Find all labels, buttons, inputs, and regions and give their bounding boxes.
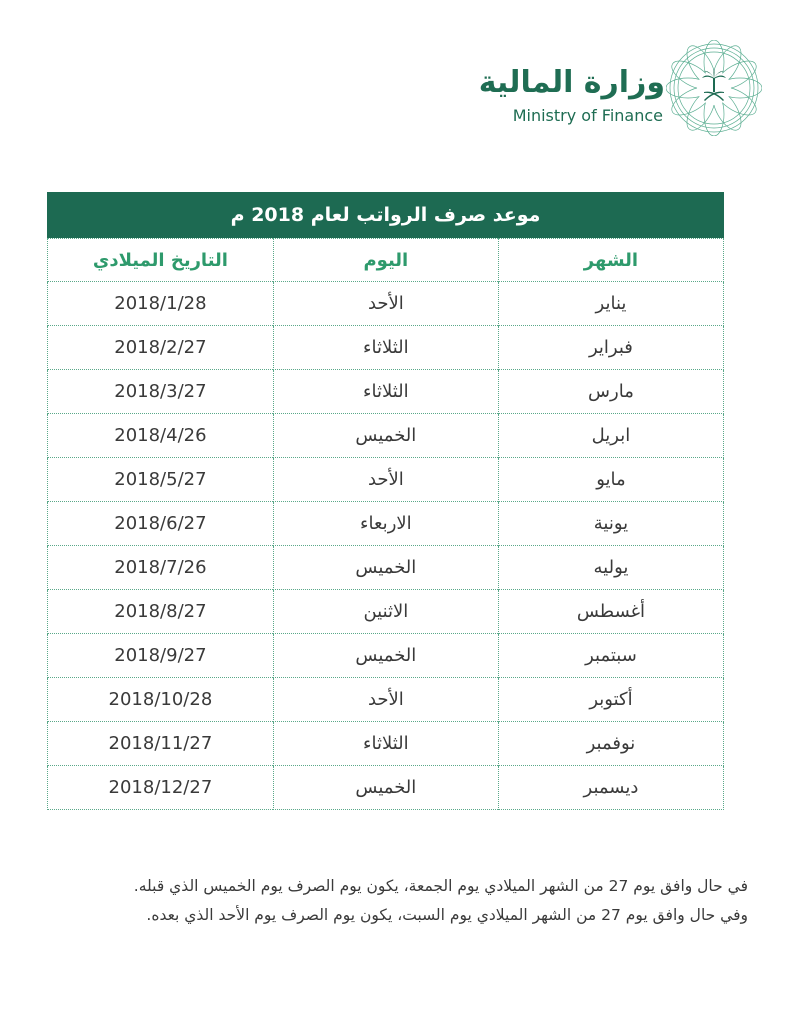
month-cell: ابريل xyxy=(498,414,723,458)
header-row xyxy=(48,239,724,282)
day-cell: الأحد xyxy=(273,282,498,326)
month-cell: أكتوبر xyxy=(498,678,723,722)
date-cell: 2018/8/27 xyxy=(48,590,274,634)
date-cell: 2018/6/27 xyxy=(48,502,274,546)
month-cell: فبراير xyxy=(498,326,723,370)
day-cell: الاربعاء xyxy=(273,502,498,546)
footnote-friday: في حال وافق يوم 27 من الشهر الميلادي يوم الجمعة، يكون يوم الصرف يوم الخميس الذي قبله. xyxy=(133,877,748,895)
day-cell: الثلاثاء xyxy=(273,722,498,766)
month-cell: ديسمبر xyxy=(498,766,723,810)
date-cell: 2018/4/26 xyxy=(48,414,274,458)
table-row xyxy=(48,370,724,414)
month-cell: يناير xyxy=(498,282,723,326)
month-cell: نوفمبر xyxy=(498,722,723,766)
footnotes xyxy=(28,872,748,930)
date-cell: 2018/11/27 xyxy=(48,722,274,766)
table-title: موعد صرف الرواتب لعام 2018 م xyxy=(47,192,724,238)
date-cell: 2018/3/27 xyxy=(48,370,274,414)
month-cell: أغسطس xyxy=(498,590,723,634)
day-cell: الخميس xyxy=(273,766,498,810)
palm-swords-emblem-icon xyxy=(666,40,762,136)
header-date: التاريخ الميلادي xyxy=(48,239,274,282)
month-cell: مايو xyxy=(498,458,723,502)
footnote-saturday: وفي حال وافق يوم 27 من الشهر الميلادي يوم السبت، يكون يوم الصرف يوم الأحد الذي بعده. xyxy=(146,906,748,924)
date-cell: 2018/10/28 xyxy=(48,678,274,722)
month-cell: سبتمبر xyxy=(498,634,723,678)
header-month: الشهر xyxy=(498,239,723,282)
table-row xyxy=(48,458,724,502)
table-row xyxy=(48,590,724,634)
day-cell: الثلاثاء xyxy=(273,326,498,370)
logo-english-name: Ministry of Finance xyxy=(512,106,663,125)
day-cell: الأحد xyxy=(273,458,498,502)
table-row xyxy=(48,766,724,810)
table-row xyxy=(48,326,724,370)
ministry-logo xyxy=(478,38,762,138)
month-cell: مارس xyxy=(498,370,723,414)
day-cell: الخميس xyxy=(273,634,498,678)
day-cell: الخميس xyxy=(273,414,498,458)
table-row xyxy=(48,722,724,766)
header-day: اليوم xyxy=(273,239,498,282)
table-row xyxy=(48,678,724,722)
date-cell: 2018/9/27 xyxy=(48,634,274,678)
month-cell: يونية xyxy=(498,502,723,546)
day-cell: الأحد xyxy=(273,678,498,722)
date-cell: 2018/5/27 xyxy=(48,458,274,502)
logo-arabic-name: وزارة المالية xyxy=(478,65,665,100)
date-cell: 2018/7/26 xyxy=(48,546,274,590)
month-cell: يوليه xyxy=(498,546,723,590)
day-cell: الخميس xyxy=(273,546,498,590)
day-cell: الاثنين xyxy=(273,590,498,634)
salary-schedule-table xyxy=(47,192,724,810)
table-row xyxy=(48,502,724,546)
date-cell: 2018/2/27 xyxy=(48,326,274,370)
date-cell: 2018/1/28 xyxy=(48,282,274,326)
table-row xyxy=(48,546,724,590)
table-row xyxy=(48,414,724,458)
table-row xyxy=(48,634,724,678)
logo-text xyxy=(478,38,665,138)
table-row xyxy=(48,282,724,326)
day-cell: الثلاثاء xyxy=(273,370,498,414)
date-cell: 2018/12/27 xyxy=(48,766,274,810)
schedule-grid xyxy=(47,238,724,810)
